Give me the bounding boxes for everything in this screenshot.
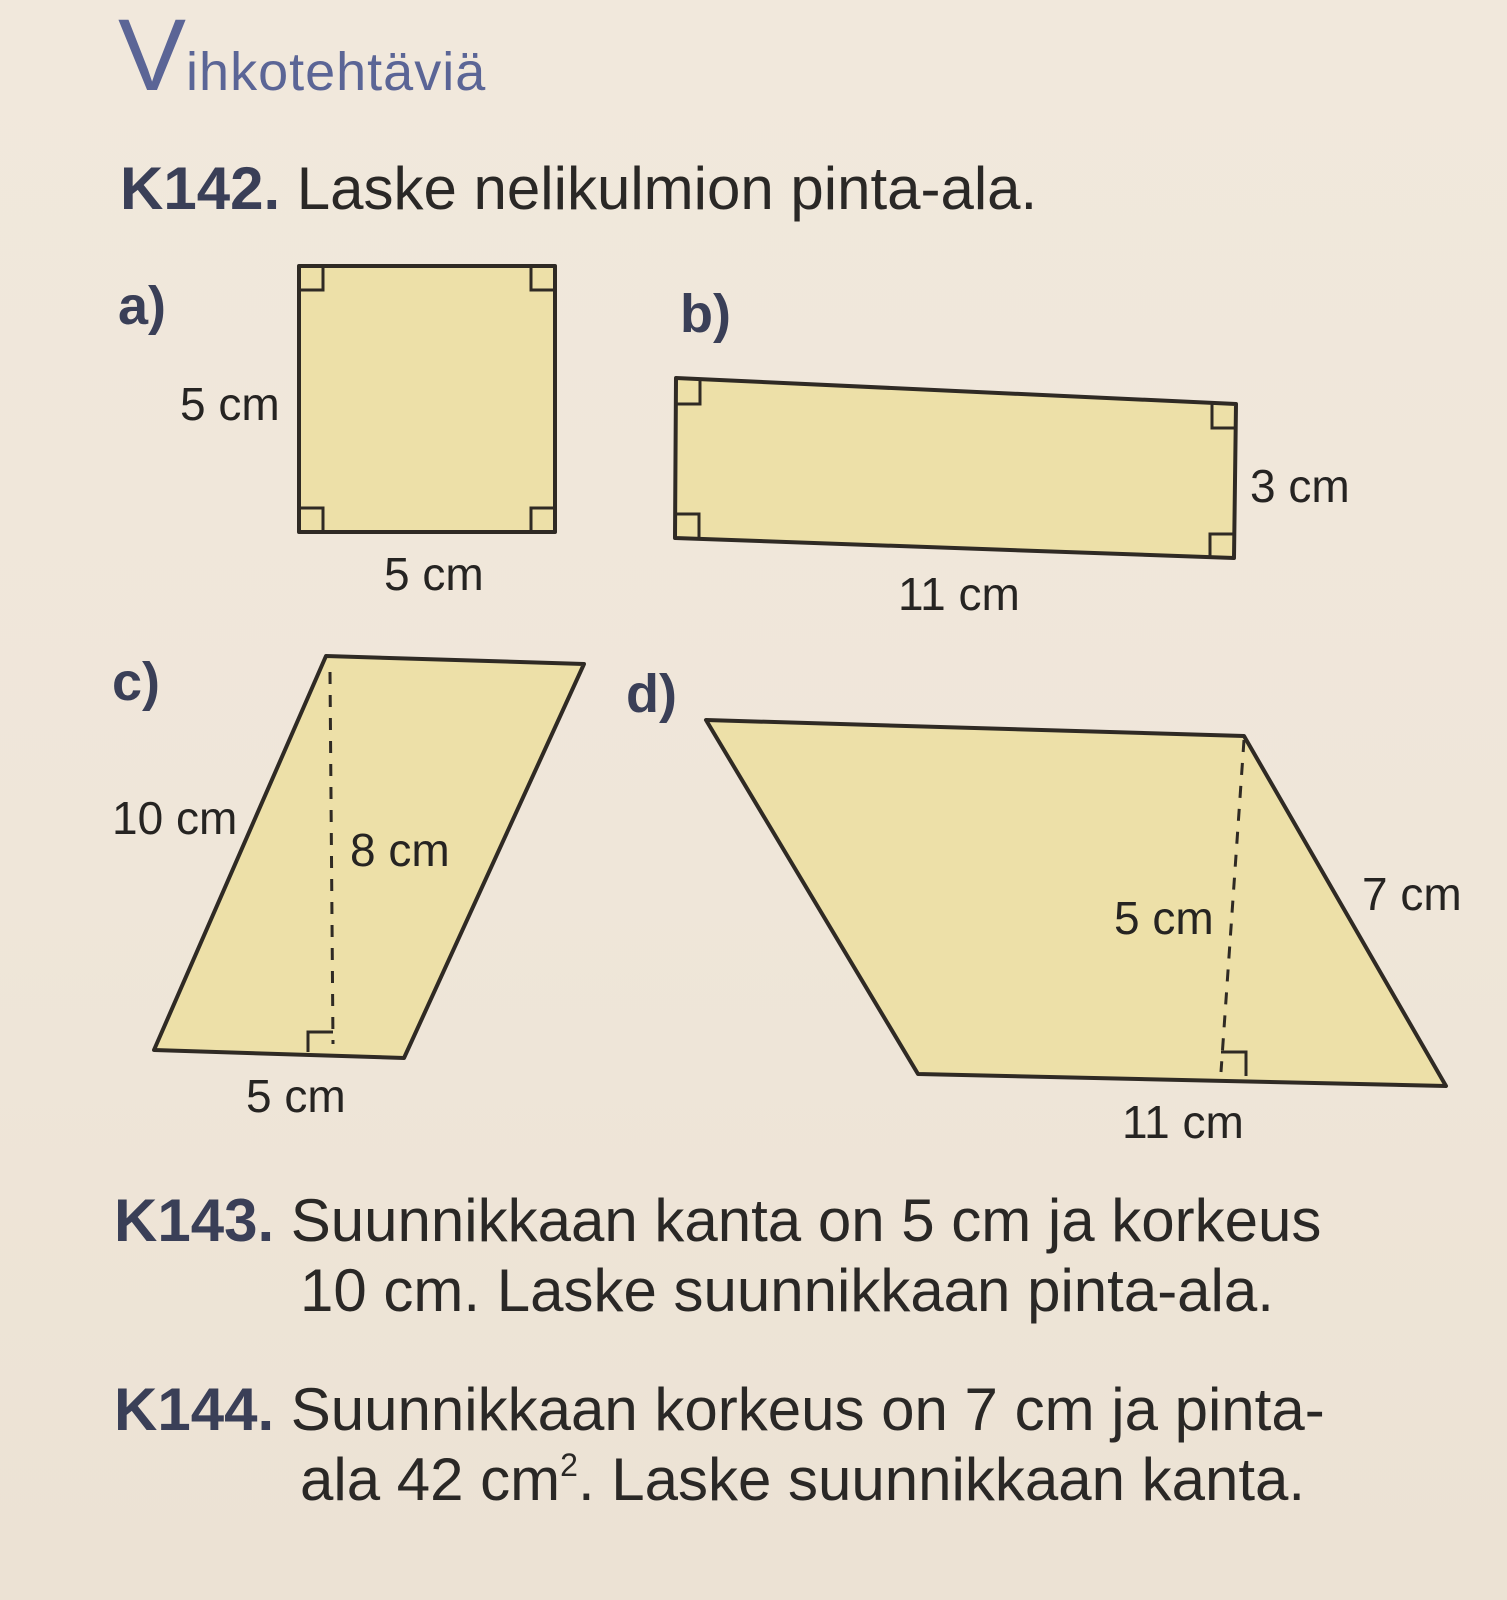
figure-label: a) xyxy=(118,276,167,336)
figure-a xyxy=(118,266,555,600)
height-dimension: 5 cm xyxy=(1114,892,1214,944)
side-dimension: 3 cm xyxy=(1250,460,1350,512)
figure-b xyxy=(675,284,1350,620)
task-k143 xyxy=(114,1186,1321,1326)
figure-c xyxy=(112,652,584,1122)
section-title-rest: ihkotehtäviä xyxy=(186,42,487,102)
square-shape xyxy=(299,266,555,532)
task-number: K143. xyxy=(114,1187,275,1254)
side-dimension: 5 cm xyxy=(180,378,280,430)
bottom-dimension: 11 cm xyxy=(1122,1096,1244,1148)
task-text-line2-start: ala 42 cm xyxy=(300,1446,561,1513)
bottom-dimension: 11 cm xyxy=(898,568,1020,620)
figure-label: b) xyxy=(680,284,731,344)
task-k144 xyxy=(114,1375,1325,1515)
section-title-initial: V xyxy=(118,0,187,112)
task-text-line2: 10 cm. Laske suunnikkaan pinta-ala. xyxy=(300,1257,1274,1324)
height-dimension: 8 cm xyxy=(350,824,450,876)
task-text: Laske nelikulmion pinta-ala. xyxy=(296,155,1038,222)
figure-label: c) xyxy=(112,652,161,712)
task-text-line1: Suunnikkaan kanta on 5 cm ja korkeus xyxy=(290,1187,1322,1254)
figure-label: d) xyxy=(626,664,677,724)
bottom-dimension: 5 cm xyxy=(246,1070,346,1122)
task-number: K142. xyxy=(120,155,281,222)
figure-d xyxy=(626,664,1462,1148)
rectangle-shape xyxy=(675,378,1236,558)
superscript-two: 2 xyxy=(560,1447,578,1483)
task-text-line2-end: . Laske suunnikkaan kanta. xyxy=(577,1446,1306,1513)
bottom-dimension: 5 cm xyxy=(384,548,484,600)
task-number: K144. xyxy=(114,1376,275,1443)
parallelogram-shape xyxy=(706,720,1446,1086)
side-dimension: 7 cm xyxy=(1362,868,1462,920)
task-text-line1: Suunnikkaan korkeus on 7 cm ja pinta- xyxy=(290,1376,1325,1443)
side-dimension: 10 cm xyxy=(112,792,238,844)
task-text-line2 xyxy=(114,1445,1325,1515)
